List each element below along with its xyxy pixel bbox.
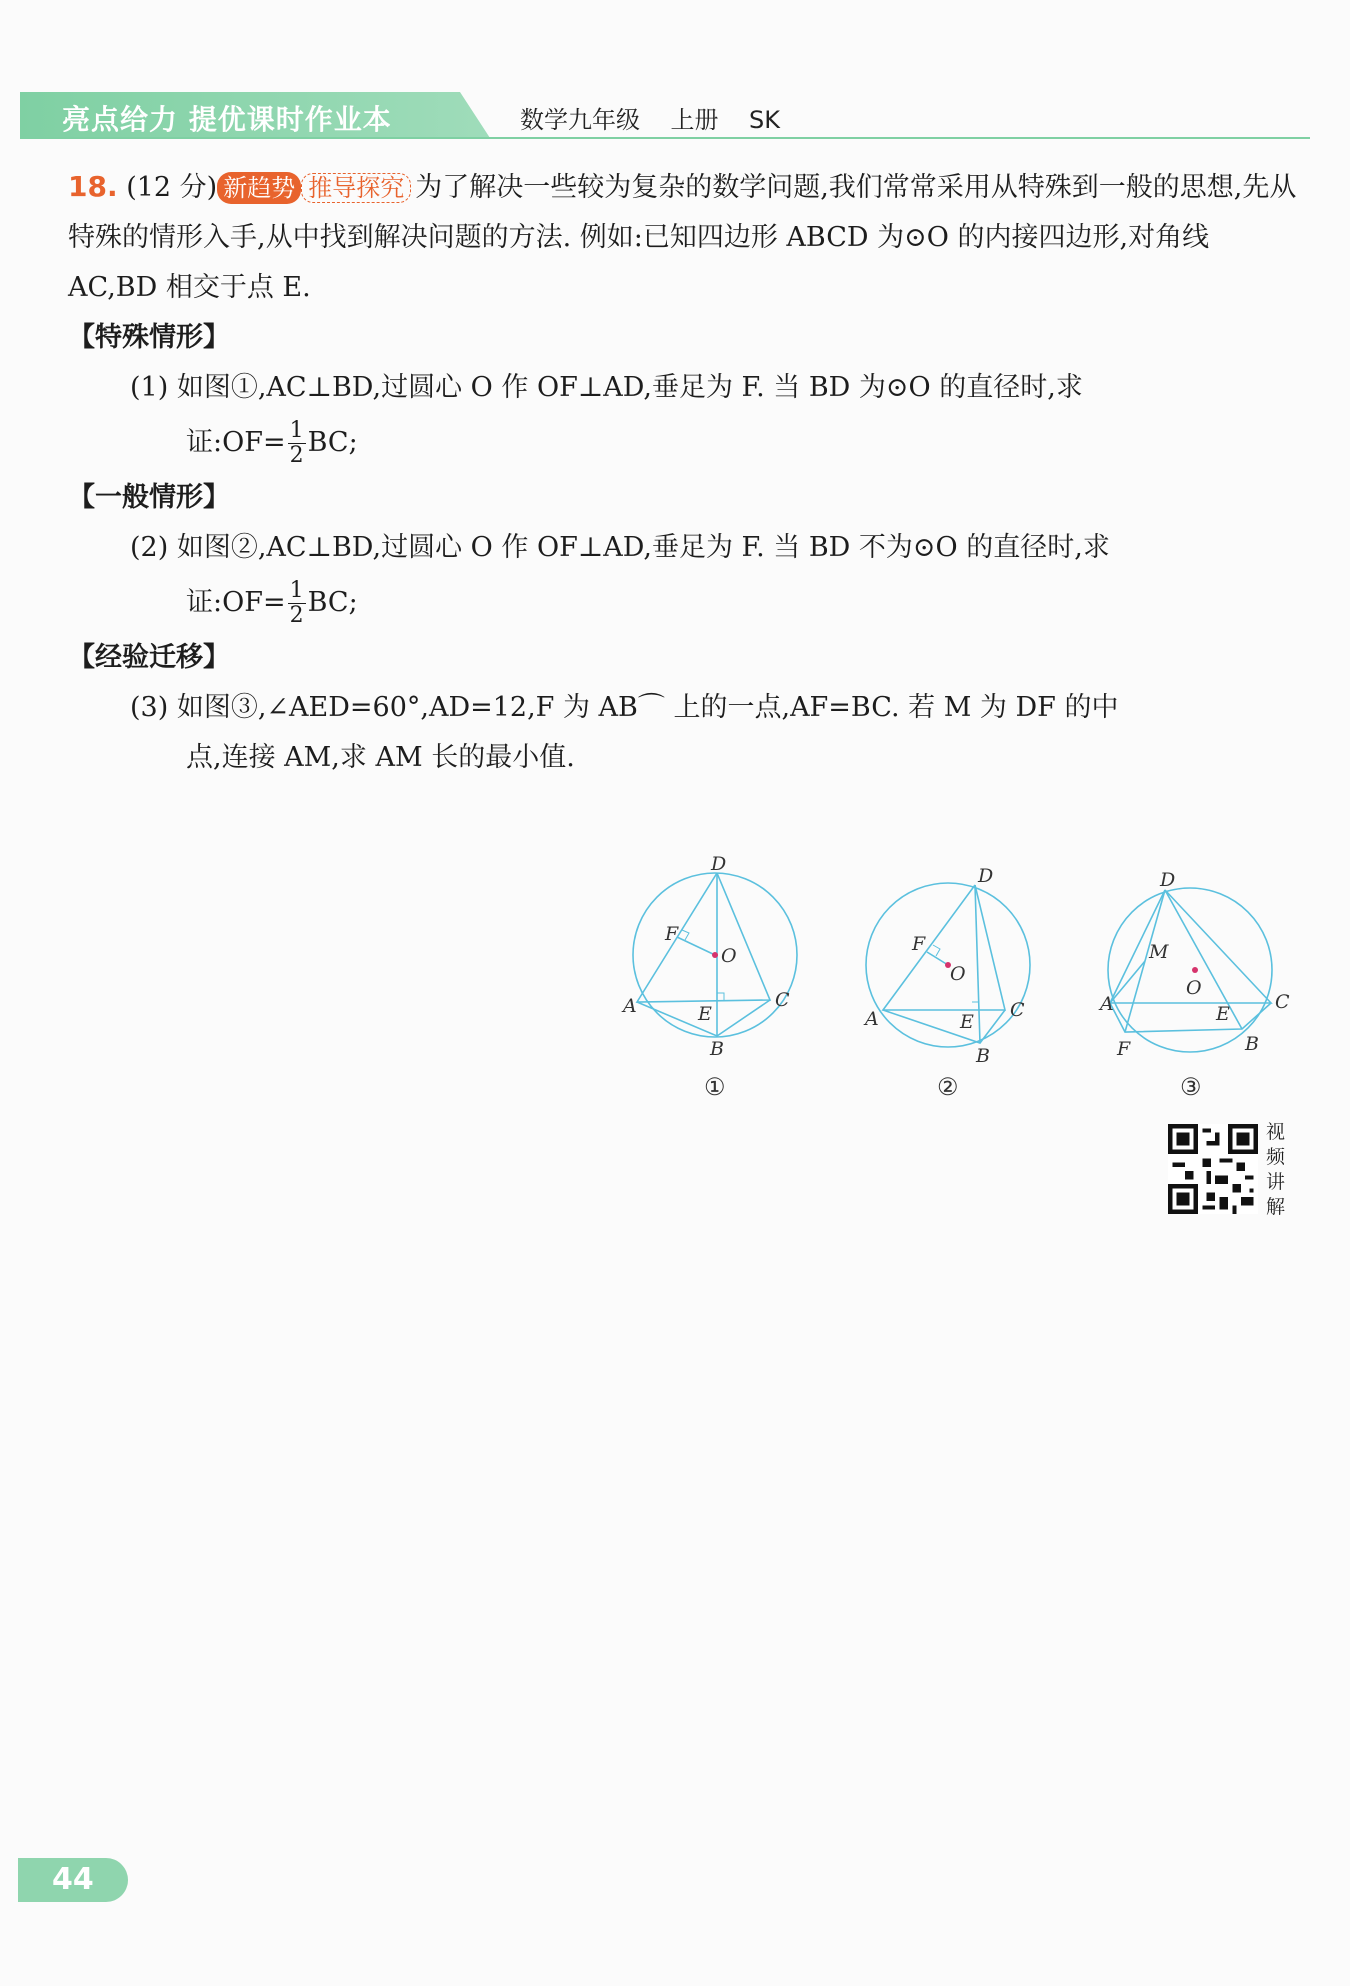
q2-frac-num: 1 bbox=[289, 578, 304, 603]
fig1-label-o: O bbox=[721, 945, 737, 967]
qr-label: 视频讲解 bbox=[1266, 1121, 1286, 1218]
section-transfer: 【经验迁移】 bbox=[68, 642, 230, 673]
fig1-label-b: B bbox=[710, 1038, 724, 1060]
fig3-label-o: O bbox=[1186, 977, 1202, 999]
fig2-label-a: A bbox=[865, 1008, 879, 1030]
fig1-right-angle-f bbox=[682, 930, 689, 940]
fig2-label-b: B bbox=[976, 1045, 990, 1067]
fig2-triangle-adc bbox=[883, 885, 1005, 1010]
q2-proof-suffix: BC; bbox=[307, 587, 358, 618]
problem-intro bbox=[68, 162, 1298, 313]
fig3-caption: ③ bbox=[1180, 1073, 1202, 1101]
q3-text-line1: (3) 如图③,∠AED=60°,AD=12,F 为 AB⌒ 上的一点,AF=BC. 若 M 为 DF 的中 bbox=[130, 692, 1119, 723]
book-subject-line bbox=[520, 100, 780, 135]
q1-fraction bbox=[288, 419, 306, 468]
fig2-caption: ② bbox=[937, 1073, 959, 1101]
fig3-label-f: F bbox=[1117, 1038, 1131, 1060]
fig2-label-d: D bbox=[978, 865, 994, 887]
fig2-right-angle-f bbox=[933, 945, 940, 956]
subject: 数学九年级 bbox=[520, 106, 640, 134]
fig3-afbc bbox=[1110, 1003, 1271, 1032]
page-header bbox=[20, 92, 1310, 138]
fig1-triangle-adc bbox=[637, 873, 770, 1002]
fig3-label-b: B bbox=[1245, 1033, 1259, 1055]
fig1-right-angle-e bbox=[717, 993, 724, 1001]
q3-text-line2: 点,连接 AM,求 AM 长的最小值. bbox=[186, 742, 575, 773]
q2-text: (2) 如图②,AC⊥BD,过圆心 O 作 OF⊥AD,垂足为 F. 当 BD 不为⊙O 的直径时,求 bbox=[130, 532, 1110, 563]
fig1-center bbox=[712, 952, 718, 958]
qr-code-icon[interactable] bbox=[1168, 1124, 1258, 1214]
q2-frac-den: 2 bbox=[289, 603, 304, 628]
fig1-caption: ① bbox=[704, 1073, 726, 1101]
problem-number: 18. bbox=[68, 170, 118, 203]
q1-frac-den: 2 bbox=[289, 443, 304, 468]
problem-points: (12 分) bbox=[126, 172, 218, 203]
intro-text: 为了解决一些较为复杂的数学问题,我们常常采用从特殊到一般的思想,先从特殊的情形入手,从中找到解决问题的方法. 例如:已知四边形 ABCD 为⊙O 的内接四边形,对角线 AC,BD 相交于点 E. bbox=[68, 172, 1297, 303]
figure-3 bbox=[1108, 888, 1272, 1052]
fig3-circle bbox=[1108, 888, 1272, 1052]
volume: 上册 bbox=[670, 106, 719, 134]
fig3-center bbox=[1192, 967, 1198, 973]
fig1-label-a: A bbox=[623, 995, 637, 1017]
fig1-label-c: C bbox=[775, 989, 790, 1011]
fig2-label-o: O bbox=[950, 963, 966, 985]
fig1-of bbox=[677, 937, 715, 955]
tag-new-trend: 新趋势 bbox=[217, 172, 301, 204]
fig1-label-d: D bbox=[711, 853, 727, 875]
fig2-label-e: E bbox=[960, 1011, 974, 1033]
fig3-label-a: A bbox=[1100, 993, 1114, 1015]
q1-proof-prefix: 证:OF= bbox=[186, 427, 286, 458]
q2-fraction bbox=[288, 579, 306, 628]
edition: SK bbox=[749, 106, 781, 134]
fig2-label-c: C bbox=[1010, 999, 1025, 1021]
fig2-bd bbox=[975, 885, 980, 1043]
problem-18 bbox=[68, 162, 1298, 783]
q1-proof bbox=[68, 413, 1298, 473]
fig3-label-m: M bbox=[1149, 941, 1169, 963]
q2-proof bbox=[68, 573, 1298, 633]
fig1-label-f: F bbox=[665, 923, 679, 945]
fig2-label-f: F bbox=[912, 933, 926, 955]
q1-proof-suffix: BC; bbox=[307, 427, 358, 458]
q2-proof-prefix: 证:OF= bbox=[186, 587, 286, 618]
header-rule bbox=[20, 137, 1310, 139]
q1-text: (1) 如图①,AC⊥BD,过圆心 O 作 OF⊥AD,垂足为 F. 当 BD 为⊙O 的直径时,求 bbox=[130, 372, 1083, 403]
geometry-figures bbox=[620, 850, 1310, 1110]
fig3-label-e: E bbox=[1216, 1003, 1230, 1025]
page-number: 44 bbox=[52, 1862, 94, 1897]
tag-derivation: 推导探究 bbox=[301, 173, 411, 203]
book-title: 亮点给力 提优课时作业本 bbox=[62, 103, 392, 136]
section-special: 【特殊情形】 bbox=[68, 322, 230, 353]
q1-frac-num: 1 bbox=[289, 418, 304, 443]
section-general: 【一般情形】 bbox=[68, 482, 230, 513]
fig1-label-e: E bbox=[698, 1003, 712, 1025]
fig3-label-d: D bbox=[1160, 869, 1176, 891]
fig3-label-c: C bbox=[1275, 991, 1290, 1013]
